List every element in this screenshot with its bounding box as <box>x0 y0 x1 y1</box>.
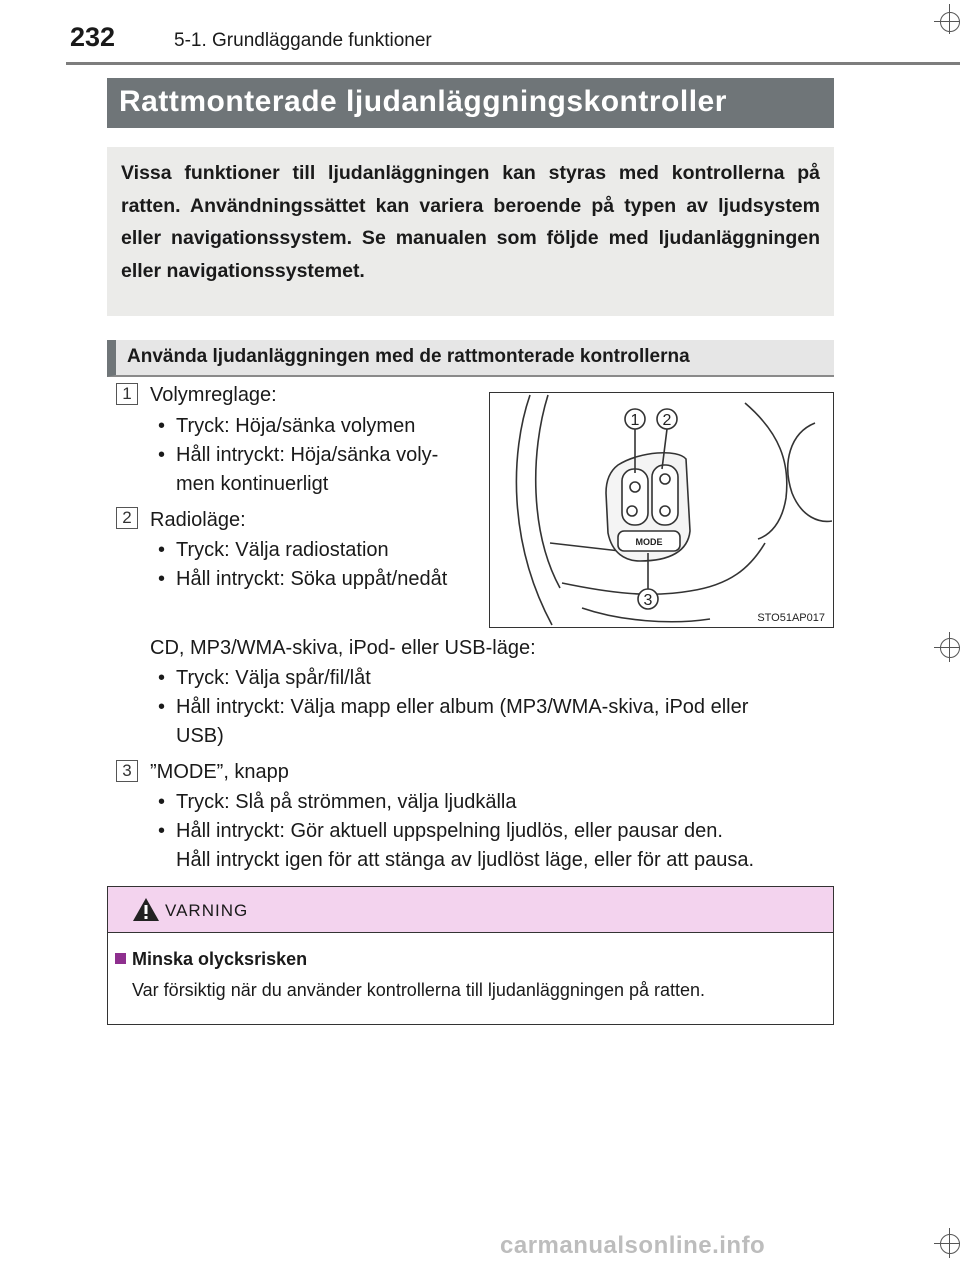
title-bar <box>107 78 834 128</box>
bullet-marker: • <box>158 568 166 590</box>
item-3-bullet-2-cont: Håll intryckt igen för att stänga av ljudlöst läge, eller för att pausa. <box>176 849 755 871</box>
bullet-marker: • <box>158 820 166 842</box>
bullet-marker: • <box>158 444 166 466</box>
item-3-bullet-1: Tryck: Slå på strömmen, välja ljudkälla <box>176 791 517 813</box>
warning-text: Var försiktig när du använder kontrollerna till ljudanläggningen på ratten. <box>132 980 706 1000</box>
item-1-bullet-2: Håll intryckt: Höja/sänka voly- <box>176 444 439 466</box>
item-1-label: Volymreglage: <box>150 384 277 406</box>
watermark: carmanualsonline.info <box>500 1232 766 1259</box>
item-2-bullet-1: Tryck: Välja radiostation <box>176 539 389 561</box>
page-title: Rattmonterade ljudanläggningskontroller <box>119 85 727 118</box>
item-1-number: 1 <box>116 383 138 405</box>
warning-header <box>108 887 833 933</box>
subheading: Använda ljudanläggningen med de rattmonterade kontrollerna <box>127 346 690 367</box>
item-2-extra-bullet-2-cont: USB) <box>176 725 224 747</box>
warning-box <box>107 886 834 1025</box>
callout-3: 3 <box>643 592 653 609</box>
item-1-bullet-2-cont: men kontinuerligt <box>176 473 329 495</box>
bullet-marker: • <box>158 539 166 561</box>
page-number: 232 <box>70 22 116 52</box>
item-1-bullet-1: Tryck: Höja/sänka volymen <box>176 415 416 437</box>
warning-heading: VARNING <box>165 901 249 920</box>
intro-text: Vissa funktioner till ljudanläggningen kan styras med kontrollerna på ratten. Användningssättet kan variera beroende på typen av ljudsystem eller navigationssystem. Se manualen som följde med ljudanläggningen eller navigationssystemet. <box>121 162 820 282</box>
callout-2: 2 <box>662 412 672 429</box>
steering-wheel-illustration <box>490 393 832 626</box>
item-3-bullet-2: Håll intryckt: Gör aktuell uppspelning ljudlös, eller pausar den. <box>176 820 723 842</box>
item-3-number: 3 <box>116 760 138 782</box>
item-2-bullet-2: Håll intryckt: Söka uppåt/nedåt <box>176 568 448 590</box>
intro-box <box>107 147 834 316</box>
header-rule <box>66 62 960 65</box>
item-2-label: Radioläge: <box>150 509 246 531</box>
figure-code: STO51AP017 <box>757 612 825 624</box>
bullet-marker: • <box>158 696 166 718</box>
bullet-marker: • <box>158 415 166 437</box>
callout-1: 1 <box>630 412 640 429</box>
item-2-extra-bullet-2: Håll intryckt: Välja mapp eller album (MP3/WMA-skiva, iPod eller <box>176 696 749 718</box>
warning-title: Minska olycksrisken <box>132 949 308 969</box>
item-2-number: 2 <box>116 507 138 529</box>
mode-button-label: MODE <box>635 537 663 547</box>
subheading-bar <box>107 340 834 377</box>
steering-wheel-figure <box>489 392 834 628</box>
section-title: 5-1. Grundläggande funktioner <box>174 30 432 51</box>
bullet-marker: • <box>158 667 166 689</box>
item-3-label: ”MODE”, knapp <box>150 761 289 783</box>
bullet-marker: • <box>158 791 166 813</box>
item-2-extra-label: CD, MP3/WMA-skiva, iPod- eller USB-läge: <box>150 637 536 659</box>
warning-icon <box>132 897 160 922</box>
item-2-extra-bullet-1: Tryck: Välja spår/fil/låt <box>176 667 371 689</box>
warning-square-marker <box>115 953 126 964</box>
